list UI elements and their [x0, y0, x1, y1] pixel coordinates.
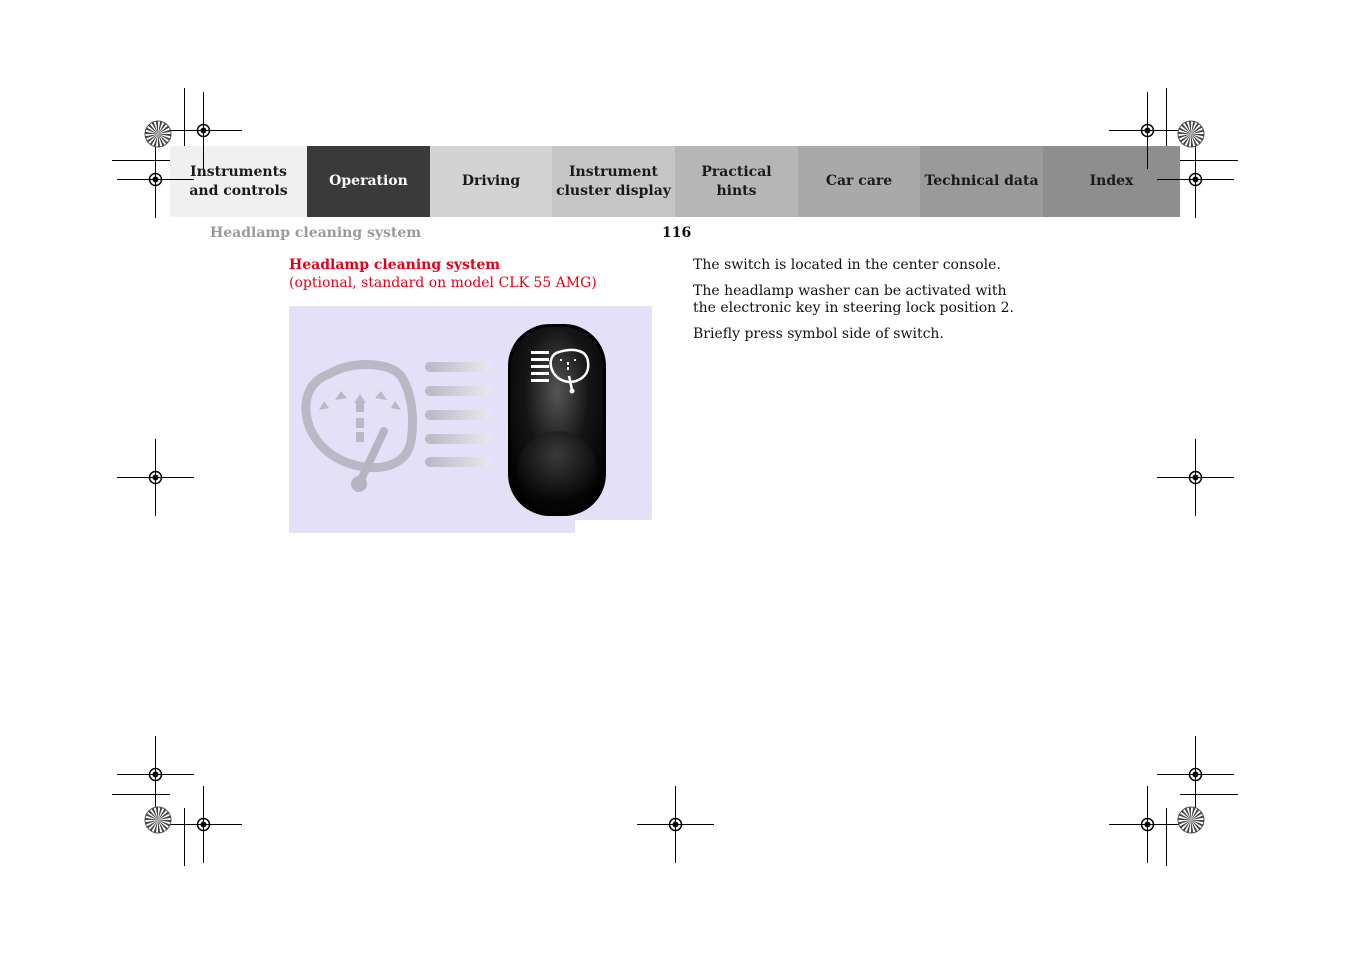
tab-technical-data[interactable]: Technical data — [920, 146, 1043, 217]
starburst-mark — [1178, 807, 1204, 833]
tab-driving[interactable]: Driving — [430, 146, 552, 217]
crosshair-mark — [1157, 439, 1234, 516]
tab-index[interactable]: Index — [1043, 146, 1180, 217]
tab-instruments-and-controls[interactable]: Instruments and controls — [170, 146, 307, 217]
starburst-mark — [145, 121, 171, 147]
tab-operation[interactable]: Operation — [307, 146, 430, 217]
tab-car-care[interactable]: Car care — [798, 146, 920, 217]
paragraph: The switch is located in the center console. — [693, 257, 1001, 273]
crosshair-mark — [637, 786, 714, 863]
crosshair-mark — [117, 736, 194, 813]
paragraph: Briefly press symbol side of switch. — [693, 326, 944, 342]
crosshair-mark — [1109, 92, 1186, 169]
paragraph: The headlamp washer can be activated with the electronic key in steering lock position 2. — [693, 283, 1014, 316]
crosshair-mark — [117, 439, 194, 516]
page-heading: Headlamp cleaning system — [289, 257, 501, 273]
page-subheading: (optional, standard on model CLK 55 AMG) — [289, 275, 597, 291]
page-number: 116 — [662, 225, 692, 241]
crosshair-mark — [117, 141, 194, 218]
tab-practical-hints[interactable]: Practical hints — [675, 146, 798, 217]
crosshair-mark — [1109, 786, 1186, 863]
crosshair-mark — [165, 786, 242, 863]
crosshair-mark — [165, 92, 242, 169]
starburst-mark — [1178, 121, 1204, 147]
starburst-mark — [145, 807, 171, 833]
section-title: Headlamp cleaning system — [210, 225, 422, 241]
tab-instrument-cluster-display[interactable]: Instrument cluster display — [552, 146, 675, 217]
crosshair-mark — [1157, 141, 1234, 218]
crosshair-mark — [1157, 736, 1234, 813]
